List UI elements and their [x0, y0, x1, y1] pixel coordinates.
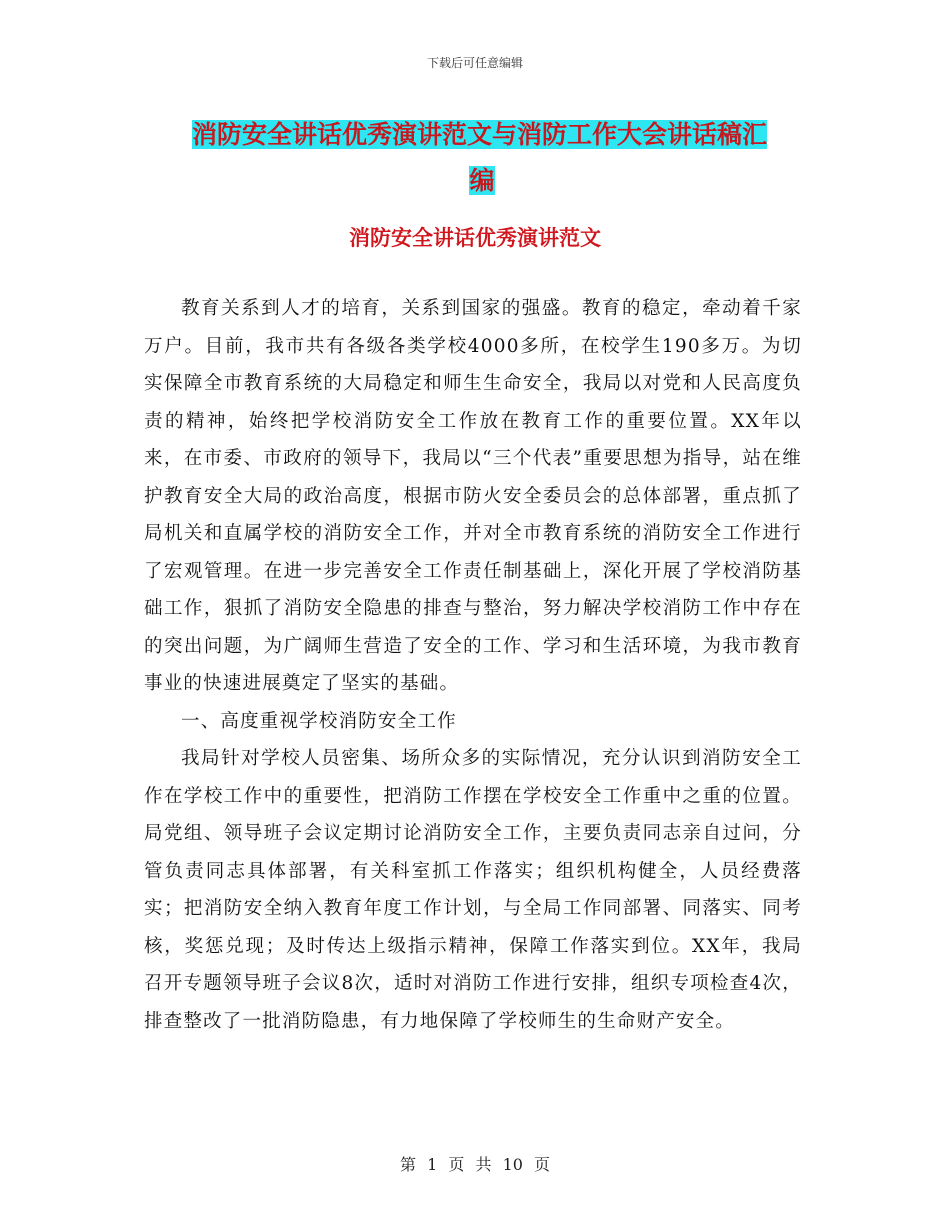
document-body	[144, 290, 802, 1040]
footer-total-label: 共	[475, 1155, 492, 1174]
footer-suffix: 页	[534, 1155, 551, 1174]
paragraph-intro: 教育关系到人才的培育，关系到国家的强盛。教育的稳定，牵动着千家万户。目前，我市共有各级各类学校4000多所，在校学生190多万。为切实保障全市教育系统的大局稳定和师生生命安全，我局以对党和人民高度负责的精神，始终把学校消防安全工作放在教育工作的重要位置。XX年以来，在市委、市政府的领导下，我局以“三个代表”重要思想为指导，站在维护教育安全大局的政治高度，根据市防火安全委员会的总体部署，重点抓了局机关和直属学校的消防安全工作，并对全市教育系统的消防安全工作进行了宏观管理。在进一步完善安全工作责任制基础上，深化开展了学校消防基础工作，狠抓了消防安全隐患的排查与整治，努力解决学校消防工作中存在的突出问题，为广阔师生营造了安全的工作、学习和生活环境，为我市教育事业的快速进展奠定了坚实的基础。	[144, 298, 802, 694]
document-title	[192, 112, 812, 204]
section-title: 消防安全讲话优秀演讲范文	[349, 226, 601, 250]
header-note: 下载后可任意编辑	[426, 56, 523, 70]
paragraph-1: 我局针对学校人员密集、场所众多的实际情况，充分认识到消防安全工作在学校工作中的重要性，把消防工作摆在学校安全工作重中之重的位置。局党组、领导班子会议定期讨论消防安全工作，主要负责同志亲自过问，分管负责同志具体部署，有关科室抓工作落实；组织机构健全，人员经费落实；把消防安全纳入教育年度工作计划，与全局工作同部署、同落实、同考核，奖惩兑现；及时传达上级指示精神，保障工作落实到位。XX年，我局召开专题领导班子会议8次，适时对消防工作进行安排，组织专项检查4次，排查整改了一批消防隐患，有力地保障了学校师生的生命财产安全。	[144, 748, 802, 1032]
title-line-2: 编	[469, 166, 495, 195]
title-line-1: 消防安全讲话优秀演讲范文与消防工作大会讲话稿汇	[192, 120, 768, 149]
footer-middle: 页	[448, 1155, 465, 1174]
title-line-2-wrap	[192, 158, 772, 204]
page-footer	[0, 1152, 950, 1175]
footer-page-number: 1	[427, 1155, 438, 1174]
subheading-1: 一、高度重视学校消防安全工作	[181, 710, 457, 732]
footer-total-pages: 10	[502, 1155, 523, 1174]
footer-prefix: 第	[399, 1155, 416, 1174]
